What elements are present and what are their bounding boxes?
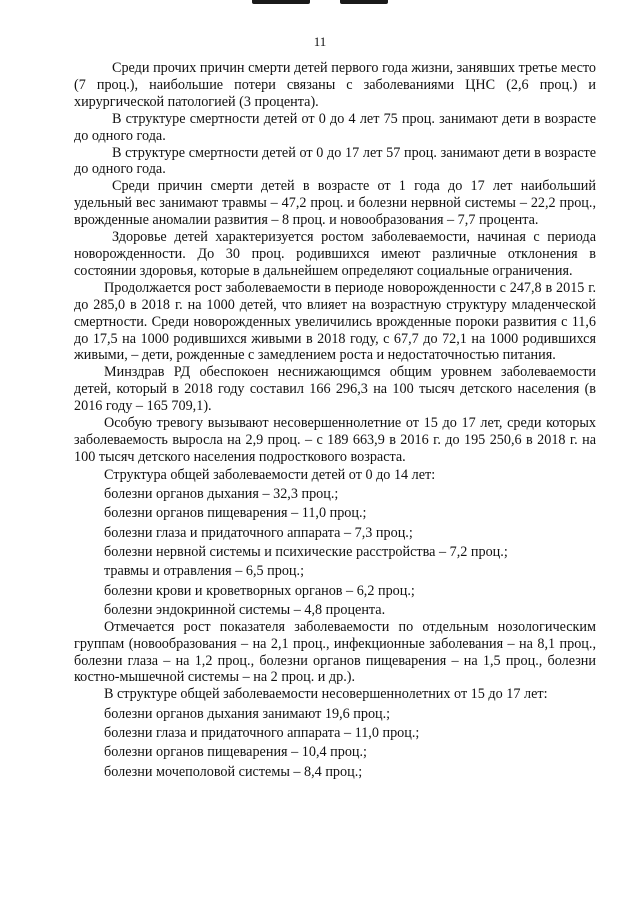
list-item: болезни глаза и придаточного аппарата – 11,0 проц.;	[104, 724, 420, 741]
list-item: болезни глаза и придаточного аппарата – 7,3 проц.;	[104, 524, 413, 541]
paragraph: Здоровье детей характеризуется ростом заболеваемости, начиная с периода новорожденности. До 30 проц. родившихся имеют различные отклонения в состоянии здоровья, которые в дальнейшем определяют социальные ограничения.	[74, 229, 596, 279]
document-body	[74, 60, 596, 780]
paragraph: Продолжается рост заболеваемости в периоде новорожденности с 247,8 в 2015 г. до 285,0 в 2018 г. на 1000 детей, что влияет на возрастную структуру младенческой смертности. Среди новорожденных увеличились врожденные пороки развития с 11,6 до 17,5 на 1000 родившихся живыми в 2018 году, с 67,7 до 72,1 на 1000 родившихся живыми, – дети, рожденные с замедлением роста и недостаточностью питания.	[74, 279, 596, 364]
paragraph: Отмечается рост показателя заболеваемости по отдельным нозологическим группам (новообразования – на 2,1 проц., инфекционные заболевания – на 8,1 проц., болезни глаза – на 1,2 проц., болезни органов пищеварения – на 1,5 проц., болезни костно-мышечной системы – на 2 проц. и др.).	[74, 618, 596, 686]
paragraph: В структуре смертности детей от 0 до 17 лет 57 проц. занимают дети в возрасте до одного года.	[74, 144, 596, 178]
paragraph: В структуре смертности детей от 0 до 4 лет 75 проц. занимают дети в возрасте до одного года.	[74, 110, 596, 144]
list-item: болезни нервной системы и психические расстройства – 7,2 проц.;	[104, 543, 508, 560]
list-item: болезни органов дыхания – 32,3 проц.;	[104, 486, 339, 503]
paragraph: Среди причин смерти детей в возрасте от 1 года до 17 лет наибольший удельный вес занимают травмы – 47,2 проц. и болезни нервной системы – 22,2 проц., врожденные аномалии развития – 8 проц. и новообразования – 7,7 процента.	[74, 178, 596, 229]
list-item: болезни мочеполовой системы – 8,4 проц.;	[104, 763, 363, 780]
list-item: болезни органов дыхания занимают 19,6 проц.;	[104, 705, 391, 722]
list-item: болезни крови и кроветворных органов – 6,2 проц.;	[104, 582, 415, 599]
paragraph: Среди прочих причин смерти детей первого года жизни, занявших третье место (7 проц.), наибольшие потери связаны с заболеваниями ЦНС (2,6 проц.) и хирургической патологией (3 процента).	[74, 60, 596, 110]
list-item: болезни органов пищеварения – 10,4 проц.;	[104, 744, 367, 761]
section-heading: Структура общей заболеваемости детей от 0 до 14 лет:	[104, 466, 436, 483]
section-heading: В структуре общей заболеваемости несовершеннолетних от 15 до 17 лет:	[104, 686, 548, 703]
page-number: 11	[313, 34, 327, 49]
scan-artifact	[252, 0, 310, 4]
list-item: болезни эндокринной системы – 4,8 процента.	[104, 601, 386, 618]
list-item: болезни органов пищеварения – 11,0 проц.;	[104, 505, 367, 522]
list-item: травмы и отравления – 6,5 проц.;	[104, 563, 305, 580]
paragraph: Особую тревогу вызывают несовершеннолетние от 15 до 17 лет, среди которых заболеваемость выросла на 2,9 проц. – с 189 663,9 в 2016 г. до 195 250,6 в 2018 г. на 100 тысяч детского населения подросткового возраста.	[74, 415, 596, 465]
scan-artifact	[340, 0, 388, 4]
paragraph: Минздрав РД обеспокоен неснижающимся общим уровнем заболеваемости детей, который в 2018 году составил 166 296,3 на 100 тысяч детского населения (в 2016 году – 165 709,1).	[74, 364, 596, 415]
